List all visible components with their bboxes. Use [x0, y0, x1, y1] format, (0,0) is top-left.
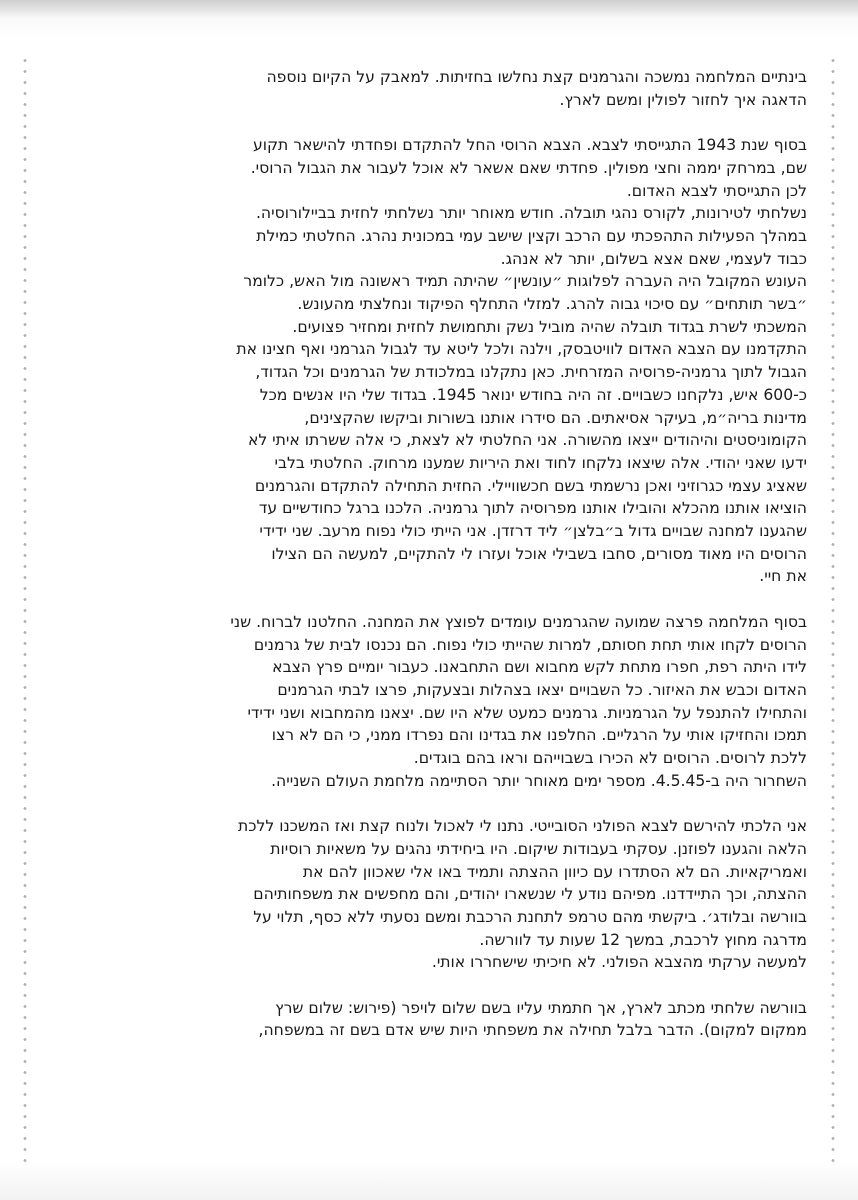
paragraph [92, 66, 807, 111]
text-line: תמכו והחזיקו אותי על הרגליים. החלפנו את בגדינו והם נפרדו ממני, כי הם לא רצו [271, 726, 807, 745]
paragraph [92, 611, 807, 793]
text-line: למעשה ערקתי מהצבא הפולני. לא חיכיתי שישחררו אותי. [431, 953, 807, 972]
text-line: בסוף המלחמה פרצה שמועה שהגרמנים עומדים לפוצץ את המחנה. החלטנו לברוח. שני [230, 612, 807, 631]
paragraph [92, 997, 807, 1042]
scan-shadow [0, 0, 858, 18]
paragraph [92, 815, 807, 974]
text-line: ידעו שאני יהודי. אלה שיצאו נלקחו לחוד ואת היריות שמענו מרחוק. החלטתי בלבי [274, 453, 807, 472]
text-line: כבוד לעצמי, שאם אצא בשלום, יותר לא אנהג. [500, 249, 807, 268]
text-line: שאציג עצמי כגרוזיני ואכן נרשמתי בשם חכשוויילי. החזית התחילה להתקדם והגרמנים [254, 476, 807, 495]
text-line: בוורשה ובלודג׳. ביקשתי מהם טרמפ לתחנת הרכבת ומשם נסעתי ללא כסף, תלוי על [253, 907, 807, 926]
text-line: אני הלכתי להירשם לצבא הפולני הסובייטי. נתנו לי לאכול ולנוח קצת ואז המשכנו ללכת [238, 817, 807, 836]
text-line: ואמריקאיות. הם לא הסתדרו עם כיוון ההצתה ותמיד באו אלי שאכוון להם את [302, 862, 807, 881]
text-line: ההצתה, וכך התיידדנו. מפיהם נודע לי שנשארו יהודים, והם מחפשים את משפחותיהם [253, 885, 807, 904]
text-line: בסוף שנת 1943 התגייסתי לצבא. הצבא הרוסי החל להתקדם ופחדתי להישאר תקוע [252, 136, 807, 155]
text-line: לידו היתה רפת, חפרו מתחת לקש מחבוא ושם התחבאנו. כעבור יומיים פרץ הצבא [272, 658, 807, 677]
text-line: בוורשה שלחתי מכתב לארץ, אך חתמתי עליו בשם שלום לויפר (פירוש: שלום שרץ [275, 998, 807, 1017]
paragraph [92, 134, 807, 588]
text-line: לכן התגייסתי לצבא האדום. [626, 181, 807, 200]
body-text [92, 66, 807, 1065]
text-line: במהלך הפעילות התהפכתי עם הרכב וקצין שישב עמי במכונית נהרג. החלטתי כמילת [256, 226, 807, 245]
text-line: המשכתי לשרת בגדוד תובלה שהיה מוביל נשק ותחמושת לחזית ומחזיר פצועים. [292, 317, 807, 336]
text-line: הקומוניסטים והיהודים ייצאו מהשורה. אני החלטתי לא לצאת, כי אלה ששרתו איתי לא [247, 431, 807, 450]
text-line: השחרור היה ב-4.5.45. מספר ימים מאוחר יותר הסתיימה מלחמת העולם השנייה. [271, 771, 807, 790]
text-line: כ-600 איש, נלקחנו כשבויים. זה היה בחודש ינואר 1945. בגדוד שלי היו אנשים מכל [259, 385, 807, 404]
text-line: מדרגה מחוץ לרכבת, במשך 12 שעות עד לוורשה. [479, 930, 807, 949]
text-line: הרוסים לקחו אותי תחת חסותם, למרות שהייתי כולי נפוח. הם נכנסו לבית של גרמנים [253, 635, 807, 654]
text-line: האדום וכבש את האיזור. כל השבויים יצאו בצהלות ובצעקות, פרצו לבתי הגרמנים [277, 680, 807, 699]
text-line: התקדמנו עם הצבא האדום לוויטבסק, וילנה ולכל ליטא עד לגבול הגרמני ואף חצינו את [236, 340, 807, 359]
text-line: הגבול לתוך גרמניה-פרוסיה המזרחית. כאן נתקלנו במלכודת של הגרמנים וכל הגדוד, [255, 363, 807, 382]
text-line: ממקום למקום). הדבר בלבל תחילה את משפחתי היות שיש אדם בשם זה במשפחה, [258, 1021, 807, 1040]
text-line: ״בשר תותחים״ עם סיכוי גבוה להרג. למזלי התחלף הפיקוד ונחלצתי מהעונש. [297, 295, 807, 314]
text-line: שהגענו למחנה שבויים גדול ב״בלצן״ ליד דרזדן. אני הייתי כולי נפוח מרעב. שני ידידי [259, 522, 807, 541]
text-line: והתחילו להתנפל על הגרמניות. גרמנים כמעט שלא היו שם. יצאנו מהמחבוא ושני ידידי [247, 703, 807, 722]
text-line: הרוסים היו מאוד מסורים, סחבו בשבילי אוכל ועזרו לי להתקיים, למעשה הם הצילו [271, 544, 807, 563]
text-line: מדינות בריה״מ, בעיקר אסיאתים. הם סידרו אותנו בשורות וביקשו שהקצינים, [304, 408, 807, 427]
text-line: בינתיים המלחמה נמשכה והגרמנים קצת נחלשו בחזיתות. למאבק על הקיום נוספה [266, 68, 807, 86]
right-dotted-border [830, 55, 836, 1165]
text-line: הלאה והגענו לפוזנן. עסקתי בעבודות שיקום. היו ביחידתי נהגים על משאיות רוסיות [270, 839, 807, 858]
text-line: הדאגה איך לחזור לפולין ומשם לארץ. [559, 90, 807, 109]
text-line: נשלחתי לטירונות, לקורס נהגי תובלה. חודש מאוחר יותר נשלחתי לחזית בביילורוסיה. [255, 204, 807, 223]
text-line: שם, במרחק יממה וחצי מפולין. פחדתי שאם אשאר לא אוכל לעבור את הגבול הרוסי. [250, 158, 807, 177]
text-line: את חיי. [759, 567, 807, 586]
left-dotted-border [22, 55, 28, 1165]
text-line: הוציאו אותנו מהכלא והובילו אותנו מפרוסיה לתוך גרמניה. הלכנו ברגל כחודשיים עד [258, 499, 807, 518]
text-line: העונש המקובל היה העברה לפלוגות ״עונשין״ שהיתה תמיד ראשונה מול האש, כלומר [243, 272, 807, 291]
text-line: ללכת לרוסים. הרוסים לא הכירו בשבוייהם וראו בהם בוגדים. [413, 749, 807, 768]
